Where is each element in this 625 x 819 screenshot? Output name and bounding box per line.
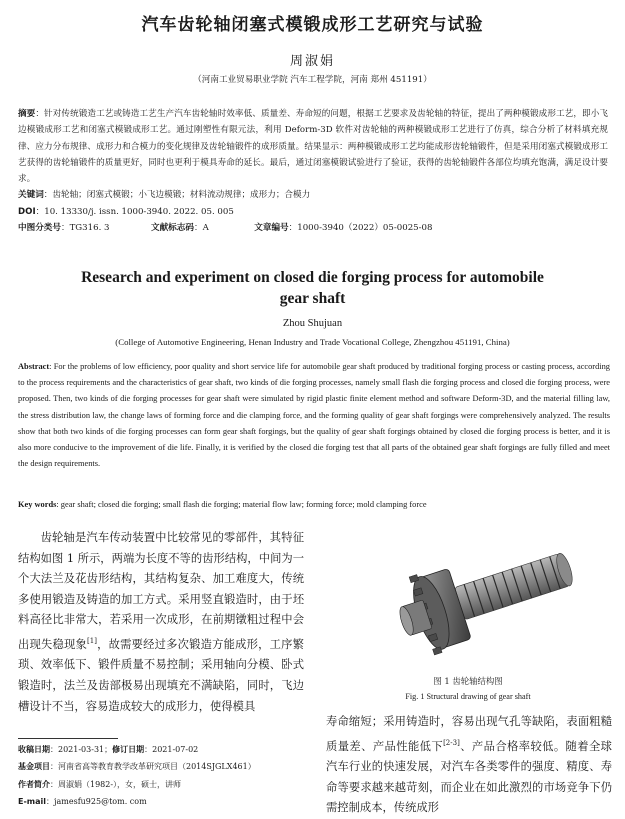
body-left-text: 齿轮轴是汽车传动装置中比较常见的零部件，其特征结构如图 1 所示，两端为长度不等的齿形结构，中间为一个大法兰及花齿形结构，其结构复杂、加工难度大，传统多使用锻造及铸造的加工方式。采用竖直锻造时，由于坯料高径比非常大，若采用一次成形，在前期镦粗过程中会出现失稳现象	[18, 531, 304, 651]
revised-label: 修订日期	[112, 745, 145, 754]
footnote-fund	[18, 758, 318, 775]
doc-code-label: 文献标志码	[150, 223, 194, 233]
doi-line	[18, 205, 234, 217]
cn-author: 周淑娟	[289, 54, 335, 69]
clc-text: ：TG316. 3	[60, 223, 110, 233]
cn-affiliation: （河南工业贸易职业学院 汽车工程学院，河南 郑州 451191）	[193, 75, 432, 85]
cn-title: 汽车齿轮轴闭塞式模锻成形工艺研究与试验	[141, 15, 484, 35]
body-left-column	[18, 528, 304, 717]
en-keywords	[18, 500, 610, 509]
doi-label: DOI	[18, 207, 36, 217]
en-keywords-label: Key words	[18, 500, 57, 509]
ref-1: [1]	[87, 636, 97, 645]
en-title-line1: Research and experiment on closed die forging process for automobile	[81, 269, 544, 286]
fund-label: 基金项目	[18, 762, 50, 772]
en-abstract-label: Abstract	[18, 362, 50, 371]
classification-line	[18, 221, 433, 233]
cn-abstract-text: ：针对传统锻造工艺或铸造工艺生产汽车齿轮轴时效率低、质量差、寿命短的问题，根据工艺要求及齿轮轴的特征，提出了两种模锻成形工艺，即小飞边模锻成形工艺和闭塞式模锻成形工艺。通过刚塑性有限元法，利用 Deform-3D 软件对齿轮轴的两种模锻成形工艺进行了仿真，综合分析了材料填充规律、应力分布规律、成形力和合模力的变化规律及齿轮轴锻件的成形质量。结果显示：两种模锻成形工艺均能成形齿轮轴锻件，但是采用闭塞式模锻成形工艺获得的齿轮轴锻件的质量更好，同时也更利于模具寿命的延长。最后，通过闭塞模锻试验进行了验证，获得的齿轮轴锻件各部位均填充饱满，满足设计要求。	[18, 109, 608, 185]
body-right-text-2: 、产品合格率较低。随着全球汽车行业的快速发展，对汽车各类零件的强度、精度、寿命等要求越来越苛刻，而企业在如此激烈的市场竞争下仍需控制成本，传统成形	[326, 739, 612, 815]
en-abstract-text: : For the problems of low efficiency, poor quality and short service life for automobile gear shaft produced by traditional forging process or casting process, according to the process requirements and the characteristics of gear shaft, two kinds of die forging processes, namely small flash die forging process and closed die forging process, were proposed. Then, two kinds of die forging processes for gear shaft were simulated by rigid plastic finite element method and software Deform-3D, and the material filling law, the stress distribution law, the change laws of forming force and die clamping force, and the forming quality of gear shaft forgings were comprehensively analyzed. The results show that both two kinds of die forging processes can form gear shaft forgings, but the quality of gear shaft forgings obtained by closed die forging process is better, and it is also more conducive to the improvement of die life. Finally, it is verified by the closed die forging test that all parts of the obtained gear shaft forgings are fully filled and meet the design requirements.	[18, 362, 610, 469]
doi-text: ：10. 13330/j. issn. 1000-3940. 2022. 05. 005	[35, 207, 234, 217]
received-label: 收稿日期	[18, 745, 50, 754]
footnote-divider	[18, 738, 118, 739]
email-text: ：jamesfu925@tom. com	[46, 797, 147, 807]
author-bio-text: ：周淑娟（1982-），女，硕士，讲师	[50, 779, 182, 789]
footnotes	[18, 741, 318, 811]
doc-code-text: ：A	[193, 223, 209, 233]
article-number-text: ：1000-3940（2022）05-0025-08	[288, 223, 433, 233]
footnote-email	[18, 793, 318, 810]
ref-2-3: [2-3]	[443, 738, 460, 747]
footnote-author	[18, 776, 318, 793]
cn-abstract-label: 摘要	[18, 109, 36, 119]
en-title-line2: gear shaft	[279, 290, 346, 307]
figure-caption-en: Fig. 1 Structural drawing of gear shaft	[405, 692, 531, 701]
fund-text: ：河南省高等教育教学改革研究项目（2014SJGLX461）	[50, 762, 256, 772]
revised-text: ：2021-07-02	[144, 745, 199, 754]
en-abstract	[18, 359, 610, 472]
author-bio-label: 作者简介	[18, 779, 50, 789]
clc-label: 中图分类号	[18, 223, 61, 233]
en-keywords-text: : gear shaft; closed die forging; small flash die forging; material flow law; forming force; mold clamping force	[56, 500, 427, 509]
cn-keywords-label: 关键词	[18, 190, 44, 201]
received-text: ：2021-03-31；	[50, 745, 113, 754]
email-label: E-mail	[18, 797, 47, 807]
cn-keywords-text: ：齿轮轴；闭塞式模锻；小飞边模锻；材料流动规律；成形力；合模力	[43, 190, 311, 201]
en-affiliation: (College of Automotive Engineering, Henan Industry and Trade Vocational College, Zhengzhou 451191, China)	[115, 337, 510, 347]
body-right-text: 寿命缩短；采用铸造时，容易出现气孔等缺陷，表面粗糙质量差、产品性能低下	[326, 715, 612, 753]
article-number-label: 文章编号	[254, 223, 289, 233]
body-left-text-2: ，故需要经过多次锻造方能成形，工序繁琐、效率低下、锻件质量不易控制；采用轴向分模、卧式锻造时，法兰及齿部极易出现填充不满缺陷，同时，飞边槽设计不当，容易造成较大的成形力，使得模具	[18, 637, 304, 713]
en-title	[0, 267, 625, 309]
figure-caption-cn: 图 1 齿轮轴结构图	[433, 676, 503, 686]
body-right-column	[326, 712, 612, 819]
en-author: Zhou Shujuan	[282, 318, 343, 329]
cn-abstract	[18, 106, 608, 204]
footnote-dates	[18, 741, 318, 758]
gear-shaft-figure	[388, 529, 578, 659]
